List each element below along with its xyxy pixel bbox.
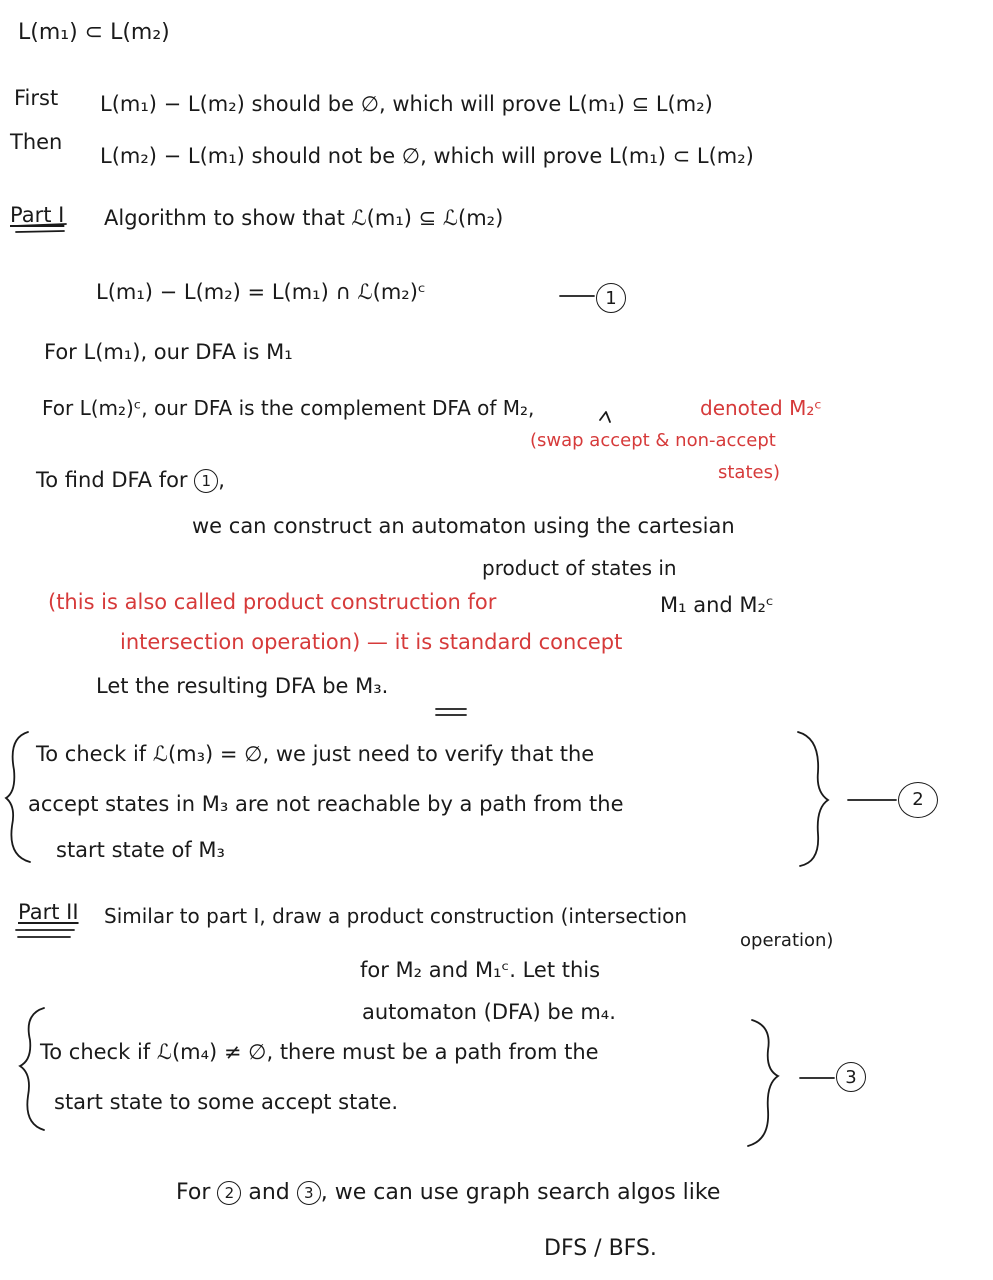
equation-number-1: 1 [596, 283, 626, 313]
left-brace-3 [20, 1008, 44, 1130]
swap-arrow-icon [600, 412, 610, 422]
swap-note-line-1: (swap accept & non-accept [530, 430, 776, 451]
check-number-2: 2 [898, 782, 938, 818]
part1-double-underline-b [16, 231, 64, 232]
for-m1-line: For L(m₁), our DFA is M₁ [44, 340, 293, 364]
check-number-3: 3 [836, 1062, 866, 1092]
conclusion-text: , we can use graph search algos like [320, 1180, 721, 1205]
for-m2c-line: For L(m₂)ᶜ, our DFA is the complement DFA of M₂, [42, 396, 535, 420]
check-m3-line-2: accept states in M₃ are not reachable by a path from the [28, 792, 624, 816]
swap-note-line-2: states) [718, 462, 780, 483]
page-title: L(m₁) ⊂ L(m₂) [18, 20, 170, 45]
first-label: First [14, 86, 59, 110]
part2-line-2: for M₂ and M₁ᶜ. Let this [360, 958, 601, 982]
part1-label: Part I [10, 203, 65, 227]
first-statement: L(m₁) − L(m₂) should be ∅, which will prove L(m₁) ⊆ L(m₂) [100, 92, 713, 116]
then-statement: L(m₂) − L(m₁) should not be ∅, which will prove L(m₁) ⊂ L(m₂) [100, 144, 754, 168]
conclusion-algos: DFS / BFS. [544, 1236, 657, 1261]
right-brace-3 [748, 1020, 778, 1146]
construct-line-3: M₁ and M₂ᶜ [660, 593, 774, 617]
construct-line-1: we can construct an automaton using the cartesian [192, 514, 735, 538]
conclusion-and: and [248, 1180, 290, 1205]
part2-line-1b: operation) [740, 930, 834, 951]
right-brace-2 [798, 732, 828, 866]
find-dfa-ref-1: 1 [194, 469, 218, 493]
find-dfa-comma: , [218, 468, 225, 492]
conclusion-line [176, 1180, 720, 1206]
part2-line-1: Similar to part I, draw a product construction (intersection [104, 904, 688, 928]
let-m3-line: Let the resulting DFA be M₃. [96, 674, 389, 698]
then-label: Then [10, 130, 63, 154]
product-note-line-2: intersection operation) — it is standard concept [120, 630, 623, 654]
conclusion-for: For [176, 1180, 211, 1205]
find-dfa-line [36, 468, 225, 493]
check-m3-line-3: start state of M₃ [56, 838, 225, 862]
construct-line-2: product of states in [482, 556, 677, 580]
check-m4-line-1: To check if ℒ(m₄) ≠ ∅, there must be a path from the [40, 1040, 599, 1064]
denoted-note: denoted M₂ᶜ [700, 396, 822, 420]
conclusion-ref-3: 3 [297, 1181, 321, 1205]
product-note-line-1: (this is also called product construction for [48, 590, 497, 614]
check-m3-line-1: To check if ℒ(m₃) = ∅, we just need to verify that the [36, 742, 595, 766]
find-dfa-text: To find DFA for [36, 468, 188, 492]
part1-heading: Algorithm to show that ℒ(m₁) ⊆ ℒ(m₂) [104, 206, 504, 230]
part2-label: Part II [18, 900, 79, 924]
left-brace-2 [6, 732, 30, 862]
conclusion-ref-2: 2 [217, 1181, 241, 1205]
part2-line-3: automaton (DFA) be m₄. [362, 1000, 616, 1024]
check-m4-line-2: start state to some accept state. [54, 1090, 399, 1114]
equation-1: L(m₁) − L(m₂) = L(m₁) ∩ ℒ(m₂)ᶜ [96, 280, 426, 304]
